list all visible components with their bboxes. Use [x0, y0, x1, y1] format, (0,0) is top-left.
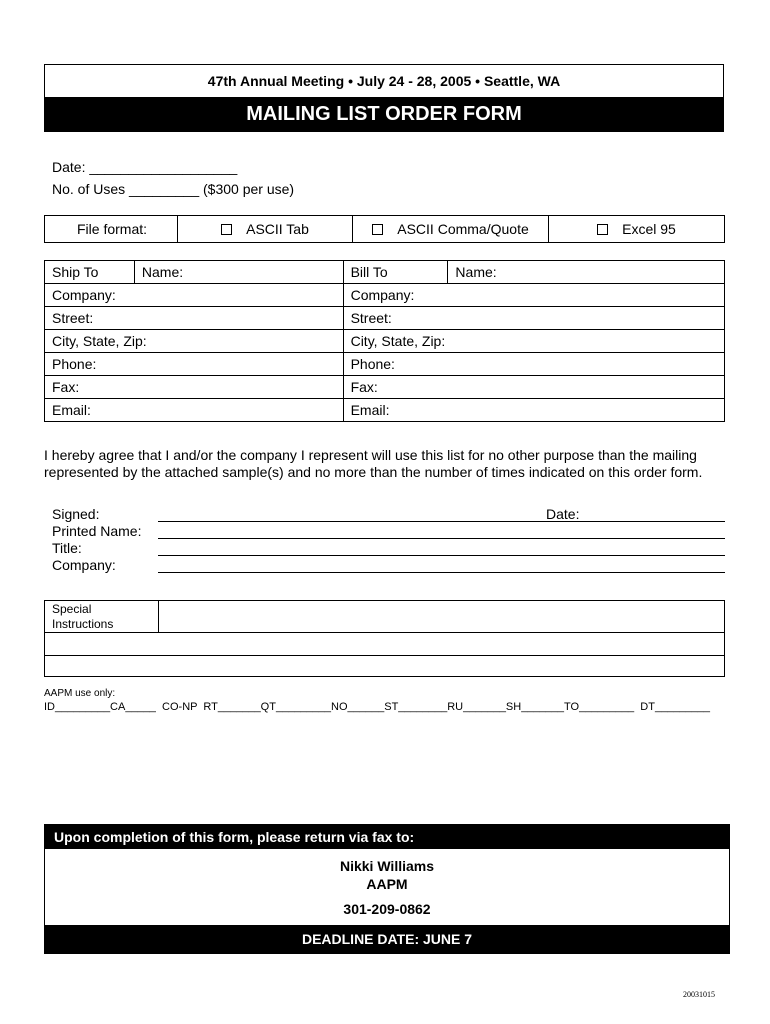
aapm-codes: ID_________CA_____ CO-NP RT_______QT_________NO______ST________RU_______SH_______TO_________ DT_________: [44, 701, 711, 713]
contact-block: [45, 857, 729, 893]
label-line: Instructions: [52, 617, 114, 631]
special-instructions-input[interactable]: [159, 601, 724, 632]
document-code: 20031015: [683, 990, 715, 999]
special-instructions-line[interactable]: [45, 656, 724, 678]
bill-email-field[interactable]: Email:: [343, 399, 724, 422]
aapm-use-label: AAPM use only:: [44, 688, 116, 699]
table-row: [45, 330, 725, 353]
return-info-box: [44, 824, 730, 954]
option-excel-95[interactable]: [549, 216, 724, 242]
option-ascii-comma-quote[interactable]: [353, 216, 549, 242]
table-row: [45, 399, 725, 422]
file-format-row: [44, 215, 725, 243]
table-row: [45, 284, 725, 307]
table-row: [45, 307, 725, 330]
ship-phone-field[interactable]: Phone:: [45, 353, 344, 376]
bill-street-field[interactable]: Street:: [343, 307, 724, 330]
ship-email-field[interactable]: Email:: [45, 399, 344, 422]
label-line: Special: [52, 602, 92, 616]
bill-phone-field[interactable]: Phone:: [343, 353, 724, 376]
bill-to-label: Bill To: [343, 261, 448, 284]
title-label: Title:: [52, 540, 82, 556]
checkbox-icon[interactable]: [597, 224, 608, 235]
company-line[interactable]: [158, 572, 725, 573]
file-format-label: File format:: [45, 216, 178, 242]
form-title: MAILING LIST ORDER FORM: [45, 97, 723, 131]
option-label: ASCII Tab: [246, 221, 309, 237]
table-row: [45, 601, 724, 633]
ship-name-field[interactable]: Name:: [134, 261, 343, 284]
deadline-banner: DEADLINE DATE: JUNE 7: [45, 925, 729, 953]
form-header: [44, 64, 724, 132]
contact-name: Nikki Williams: [339, 858, 435, 874]
table-row: [45, 261, 725, 284]
ship-street-field[interactable]: Street:: [45, 307, 344, 330]
signed-label: Signed:: [52, 506, 100, 522]
option-ascii-tab[interactable]: [178, 216, 353, 242]
special-instructions-label: [45, 601, 159, 632]
address-table: [44, 260, 725, 422]
checkbox-icon[interactable]: [221, 224, 232, 235]
contact-organization: AAPM: [366, 876, 408, 892]
return-instructions: Upon completion of this form, please return via fax to:: [45, 825, 729, 849]
ship-city-field[interactable]: City, State, Zip:: [45, 330, 344, 353]
signature-line[interactable]: [158, 521, 725, 522]
meeting-subtitle: 47th Annual Meeting • July 24 - 28, 2005 • Seattle, WA: [207, 73, 561, 89]
checkbox-icon[interactable]: [372, 224, 383, 235]
table-row: [45, 376, 725, 399]
bill-fax-field[interactable]: Fax:: [343, 376, 724, 399]
bill-name-field[interactable]: Name:: [448, 261, 725, 284]
ship-fax-field[interactable]: Fax:: [45, 376, 344, 399]
table-row: [45, 353, 725, 376]
special-instructions-box: [44, 600, 725, 677]
option-label: ASCII Comma/Quote: [397, 221, 529, 237]
fax-number: 301-209-0862: [343, 901, 431, 917]
company-label: Company:: [52, 557, 116, 573]
ship-company-field[interactable]: Company:: [45, 284, 344, 307]
ship-to-label: Ship To: [45, 261, 135, 284]
special-instructions-line[interactable]: [45, 633, 724, 656]
option-label: Excel 95: [622, 221, 676, 237]
agreement-text: I hereby agree that I and/or the company I represent will use this list for no other purpose than the mailing represented by the attached sample(s) and no more than the number of times indicated on this order form.: [44, 447, 703, 480]
bill-company-field[interactable]: Company:: [343, 284, 724, 307]
uses-field[interactable]: No. of Uses _________ ($300 per use): [52, 181, 295, 197]
order-date-field[interactable]: Date: ___________________: [52, 159, 238, 175]
bill-city-field[interactable]: City, State, Zip:: [343, 330, 724, 353]
printed-name-line[interactable]: [158, 538, 725, 539]
date-label: Date:: [546, 506, 580, 522]
title-line[interactable]: [158, 555, 725, 556]
printed-name-label: Printed Name:: [52, 523, 142, 539]
